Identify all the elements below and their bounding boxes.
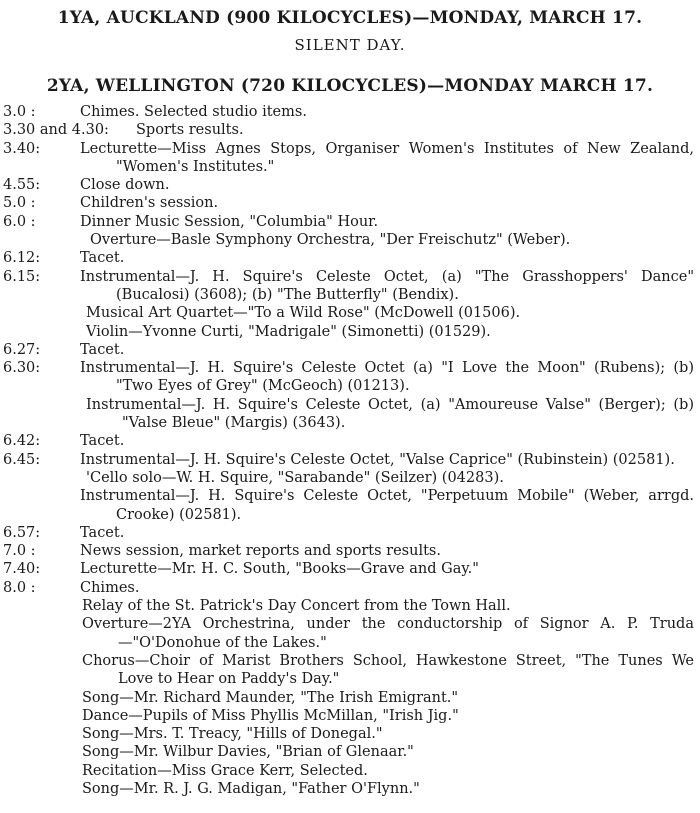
entry-description: Tacet. bbox=[80, 433, 125, 450]
schedule-sub-item bbox=[0, 615, 700, 652]
schedule-entry bbox=[0, 432, 700, 450]
schedule-entry bbox=[0, 249, 700, 267]
sub-item-description: Song—Mr. Wilbur Davies, "Brian of Glenaar." bbox=[82, 744, 414, 761]
entry-time: 6.15: bbox=[3, 268, 41, 285]
entry-time: 3.0 : bbox=[3, 104, 36, 120]
schedule-entry bbox=[0, 268, 700, 305]
entry-time: 5.0 : bbox=[3, 195, 36, 212]
entry-time: 6.42: bbox=[3, 433, 41, 450]
sub-item-description: Instrumental—J. H. Squire's Celeste Octet, (a) "Amoureuse Valse" (Berger); (b) "Valse Bleue" (Margis) (3643). bbox=[86, 396, 694, 432]
sub-item-description: Recitation—Miss Grace Kerr, Selected. bbox=[82, 762, 368, 779]
entry-time: 6.12: bbox=[3, 250, 41, 267]
entry-description: Instrumental—J. H. Squire's Celeste Octet, (a) "The Grasshoppers' Dance" (Bucalosi) (3608); (b) "The Butterfly" (Bendix). bbox=[80, 268, 694, 303]
programme-schedule bbox=[0, 103, 700, 798]
schedule-sub-item bbox=[0, 707, 700, 725]
schedule-entry bbox=[0, 451, 700, 469]
schedule-sub-item bbox=[0, 652, 700, 689]
sub-item-description: Overture—2YA Orchestrina, under the conductorship of Signor A. P. Truda—"O'Donohue of the Lakes." bbox=[82, 616, 694, 651]
station-2ya-heading: 2YA, WELLINGTON (720 KILOCYCLES)—MONDAY MARCH 17. bbox=[46, 76, 654, 96]
entry-time: 7.0 : bbox=[3, 543, 36, 560]
entry-description: News session, market reports and sports results. bbox=[80, 543, 441, 560]
entry-time: 7.40: bbox=[3, 561, 41, 578]
sub-item-description: Dance—Pupils of Miss Phyllis McMillan, "Irish Jig." bbox=[82, 707, 459, 724]
entry-description: Lecturette—Miss Agnes Stops, Organiser Women's Institutes of New Zealand, "Women's Institutes." bbox=[80, 140, 694, 175]
entry-description: Lecturette—Mr. H. C. South, "Books—Grave and Gay." bbox=[80, 561, 479, 578]
schedule-sub-item bbox=[0, 689, 700, 707]
schedule-entry bbox=[0, 140, 700, 177]
entry-time: 4.55: bbox=[3, 177, 41, 194]
station-1ya-heading: 1YA, AUCKLAND (900 KILOCYCLES)—MONDAY, MARCH 17. bbox=[57, 8, 643, 28]
schedule-entry bbox=[0, 359, 700, 396]
entry-description: Chimes. Selected studio items. bbox=[80, 104, 307, 120]
schedule-entry bbox=[0, 176, 700, 194]
entry-time: 6.57: bbox=[3, 524, 41, 541]
entry-description: Instrumental—J. H. Squire's Celeste Octet (a) "I Love the Moon" (Rubens); (b) "Two Eyes of Grey" (McGeoch) (01213). bbox=[80, 360, 694, 395]
entry-description: Children's session. bbox=[80, 195, 219, 212]
sub-item-description: Relay of the St. Patrick's Day Concert from the Town Hall. bbox=[82, 598, 511, 615]
schedule-sub-item bbox=[0, 780, 700, 798]
entry-description: Tacet. bbox=[80, 524, 125, 541]
entry-description: Sports results. bbox=[136, 122, 244, 139]
schedule-sub-item bbox=[0, 396, 700, 433]
entry-description: Dinner Music Session, "Columbia" Hour. bbox=[80, 213, 379, 230]
sub-item-description: Song—Mr. Richard Maunder, "The Irish Emigrant." bbox=[82, 689, 459, 706]
schedule-sub-item bbox=[0, 743, 700, 761]
schedule-entry bbox=[0, 103, 700, 121]
sub-item-description: Violin—Yvonne Curti, "Madrigale" (Simonetti) (01529). bbox=[86, 323, 491, 340]
schedule-sub-item bbox=[0, 725, 700, 743]
entry-time: 3.40: bbox=[3, 140, 41, 157]
schedule-entry bbox=[0, 213, 700, 231]
schedule-entry bbox=[0, 560, 700, 578]
schedule-sub-item bbox=[0, 323, 700, 341]
schedule-entry bbox=[0, 524, 700, 542]
entry-time: 6.45: bbox=[3, 451, 41, 468]
entry-time: 8.0 : bbox=[3, 579, 36, 596]
schedule-entry bbox=[0, 194, 700, 212]
schedule-entry bbox=[0, 542, 700, 560]
sub-item-description: Musical Art Quartet—"To a Wild Rose" (McDowell (01506). bbox=[86, 305, 521, 322]
schedule-entry bbox=[0, 579, 700, 597]
sub-item-description: Chorus—Choir of Marist Brothers School, Hawkestone Street, "The Tunes We Love to Hear on Paddy's Day." bbox=[82, 652, 694, 688]
entry-time: 3.30 and 4.30: bbox=[3, 122, 109, 139]
sub-item-description: Song—Mrs. T. Treacy, "Hills of Donegal." bbox=[82, 726, 383, 743]
sub-item-description: Overture—Basle Symphony Orchestra, "Der Freischutz" (Weber). bbox=[90, 232, 571, 249]
entry-description: Tacet. bbox=[80, 341, 125, 358]
sub-item-description: Instrumental—J. H. Squire's Celeste Octet, "Perpetuum Mobile" (Weber, arrgd. Crooke) (02581). bbox=[80, 488, 694, 523]
schedule-entry bbox=[0, 341, 700, 359]
schedule-sub-item bbox=[0, 487, 700, 524]
schedule-entry bbox=[0, 121, 700, 139]
schedule-sub-item bbox=[0, 304, 700, 322]
sub-item-description: 'Cello solo—W. H. Squire, "Sarabande" (Seilzer) (04283). bbox=[86, 469, 504, 486]
entry-description: Tacet. bbox=[80, 250, 125, 267]
sub-item-description: Song—Mr. R. J. G. Madigan, "Father O'Flynn." bbox=[82, 780, 420, 797]
entry-description: Chimes. bbox=[80, 579, 140, 596]
silent-day-notice: SILENT DAY. bbox=[294, 36, 406, 54]
entry-description: Instrumental—J. H. Squire's Celeste Octet, "Valse Caprice" (Rubinstein) (02581). bbox=[80, 451, 675, 468]
schedule-sub-item bbox=[0, 762, 700, 780]
entry-description: Close down. bbox=[80, 177, 170, 194]
schedule-sub-item bbox=[0, 231, 700, 249]
schedule-sub-item bbox=[0, 597, 700, 615]
schedule-sub-item bbox=[0, 469, 700, 487]
entry-time: 6.27: bbox=[3, 341, 41, 358]
entry-time: 6.30: bbox=[3, 360, 41, 377]
entry-time: 6.0 : bbox=[3, 213, 36, 230]
